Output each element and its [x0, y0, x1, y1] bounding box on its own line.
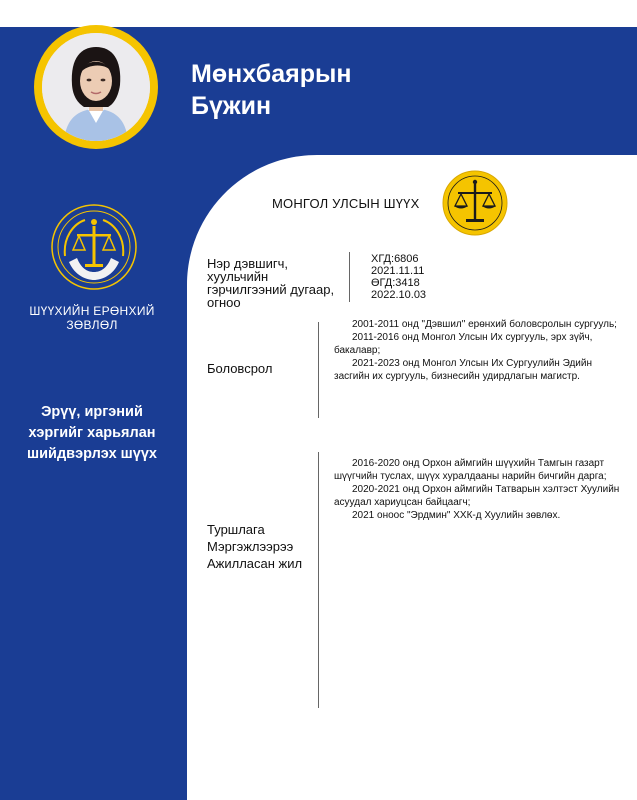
role-line-2: хэргийг харьялан [28, 425, 156, 441]
license-label-line-3: гэрчилгээний дугаар, [207, 282, 335, 297]
experience-label-line-2: Мэргэжлээрээ [207, 539, 294, 554]
candidate-court-role [12, 402, 172, 465]
experience-divider [318, 452, 319, 708]
judicial-council-name [12, 304, 172, 332]
profile-photo [42, 33, 150, 141]
experience-label [207, 521, 302, 572]
license-label-line-2: хуульчийн [207, 269, 269, 284]
experience-item: 2016-2020 онд Орхон аймгийн шүүхийн Тамгын газарт шүүгчийн туслах, шүүх хуралдааны нарийн бичгийн дарга; [334, 458, 607, 482]
education-list [334, 318, 624, 383]
professional-cert-number: ӨГД:3418 [371, 277, 420, 289]
license-label-line-4: огноо [207, 295, 241, 310]
education-item: 2021-2023 онд Монгол Улсын Их Сургуулийн Эдийн засгийн их сургууль, бизнесийн удирдлагын магистр. [334, 358, 592, 382]
education-label: Боловсрол [207, 361, 273, 376]
education-divider [318, 322, 319, 418]
role-line-3: шийдвэрлэх шүүх [27, 446, 157, 462]
experience-label-line-1: Туршлага [207, 522, 265, 537]
org-name-line-2: ЗӨВЛӨЛ [66, 318, 118, 332]
license-date: 2021.11.11 [371, 265, 425, 277]
court-emblem [442, 170, 508, 236]
court-title: МОНГОЛ УЛСЫН ШҮҮХ [272, 196, 420, 211]
experience-list [334, 457, 624, 522]
profile-photo-frame [34, 25, 158, 149]
judicial-council-emblem [51, 204, 137, 290]
name-line-2: Бүжин [191, 92, 272, 120]
org-name-line-1: ШҮҮХИЙН ЕРӨНХИЙ [29, 304, 155, 318]
license-label [207, 257, 334, 309]
license-number: ХГД:6806 [371, 253, 419, 265]
experience-item: 2020-2021 онд Орхон аймгийн Татварын хэлтэст Хуулийн асуудал хариуцсан байцаагч; [334, 484, 620, 508]
info-divider [349, 252, 350, 302]
education-item: 2011-2016 онд Монгол Улсын Их сургууль, эрх зүйч, бакалавр; [334, 332, 593, 356]
license-values [371, 253, 426, 301]
experience-item: 2021 оноос "Эрдмин" ХХК-д Хуулийн зөвлөх. [352, 510, 561, 521]
education-item: 2001-2011 онд "Дэвшил" ерөнхий боловсролын сургууль; [352, 319, 617, 330]
role-line-1: Эрүү, иргэний [41, 404, 143, 420]
license-label-line-1: Нэр дэвшигч, [207, 256, 288, 271]
name-line-1: Мөнхбаярын [191, 60, 352, 88]
experience-label-line-3: Ажилласан жил [207, 556, 303, 571]
professional-cert-date: 2022.10.03 [371, 289, 427, 301]
profile-name [191, 58, 351, 122]
